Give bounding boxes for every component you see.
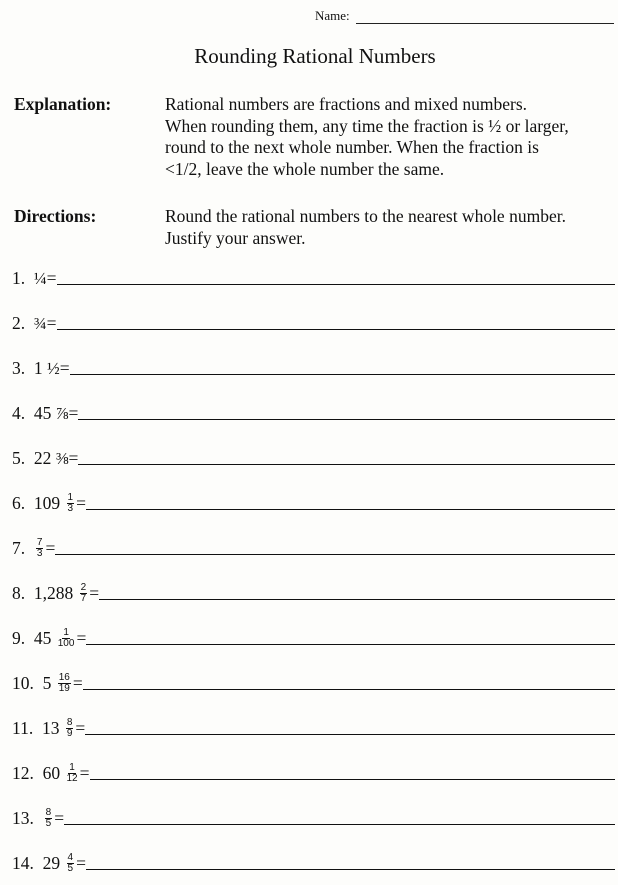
problem-row [12, 400, 615, 424]
problem-number: 12. [12, 763, 34, 783]
explanation-label: Explanation: [14, 94, 112, 114]
problem-expression [42, 718, 85, 739]
page-title: Rounding Rational Numbers [194, 44, 436, 68]
whole-number: 109 [33, 493, 61, 513]
whole-number: 60 [42, 763, 61, 783]
equals-sign: = [45, 538, 56, 558]
numerator: 8 [66, 717, 73, 728]
problem-number: 5. [12, 448, 26, 468]
problem-row [12, 265, 615, 289]
explanation-line: When rounding them, any time the fraction is ½ or larger, [165, 115, 569, 136]
problem-expression [34, 358, 70, 379]
denominator: 7 [80, 593, 87, 604]
equals-sign: = [76, 493, 86, 513]
answer-line[interactable] [86, 643, 615, 645]
fraction: ⅜ [55, 448, 69, 468]
equals-sign: = [59, 358, 70, 378]
problem-expression [34, 268, 57, 289]
problem-row [12, 850, 615, 874]
directions-text [165, 206, 618, 249]
answer-line[interactable] [70, 373, 615, 375]
fraction: ¼ [33, 268, 47, 288]
fraction [67, 853, 75, 874]
problem-number: 7. [12, 538, 26, 558]
answer-line[interactable] [64, 823, 615, 825]
fraction [66, 718, 74, 739]
answer-line[interactable] [83, 688, 615, 690]
whole-number: 22 [33, 448, 52, 468]
denominator: 9 [66, 728, 73, 739]
problem-number: 6. [12, 493, 26, 513]
problem-row [12, 310, 615, 334]
directions-line: Justify your answer. [165, 227, 306, 248]
problem-number: 13. [12, 808, 34, 828]
equals-sign: = [54, 808, 65, 828]
answer-line[interactable] [57, 283, 616, 285]
problem-row [12, 625, 615, 649]
whole-number: 45 [33, 628, 52, 648]
answer-line[interactable] [57, 328, 616, 330]
problem-row [12, 535, 615, 559]
problem-expression [43, 808, 64, 829]
problem-row [12, 445, 615, 469]
problem-expression [34, 403, 79, 424]
numerator: 1 [63, 627, 69, 638]
problem-number: 10. [12, 673, 34, 693]
numerator: 1 [67, 492, 74, 503]
problem-number: 2. [12, 313, 26, 333]
problem-row [12, 490, 615, 514]
directions-label: Directions: [14, 206, 97, 226]
equals-sign: = [46, 313, 57, 333]
numerator: 8 [45, 807, 52, 818]
problem-number: 14. [12, 853, 34, 873]
problem-number: 3. [12, 358, 26, 378]
numerator: 16 [58, 672, 70, 683]
equals-sign: = [46, 268, 57, 288]
answer-line[interactable] [86, 508, 615, 510]
problem-row [12, 715, 615, 739]
denominator: 3 [67, 503, 74, 514]
answer-line[interactable] [85, 733, 615, 735]
answer-line[interactable] [86, 868, 615, 870]
equals-sign: = [72, 673, 83, 693]
equals-sign: = [79, 763, 90, 783]
problem-number: 9. [12, 628, 26, 648]
problem-expression [43, 673, 83, 694]
whole-number: 1 [33, 358, 43, 378]
explanation-line: <1/2, leave the whole number the same. [165, 158, 445, 179]
denominator: 19 [58, 683, 70, 694]
equals-sign: = [76, 853, 86, 873]
explanation-line: Rational numbers are fractions and mixed numbers. [165, 94, 528, 114]
fraction: ¾ [33, 313, 47, 333]
denominator: 5 [67, 863, 74, 874]
problem-row [12, 760, 615, 784]
problem-expression [34, 628, 86, 649]
problem-expression [34, 583, 99, 604]
numerator: 1 [69, 762, 75, 773]
fraction [36, 538, 44, 559]
fraction [58, 628, 75, 649]
whole-number: 5 [42, 673, 52, 693]
problem-expression [34, 493, 86, 514]
equals-sign: = [89, 583, 100, 603]
directions-line: Round the rational numbers to the nearest whole number. [165, 206, 566, 226]
problem-number: 4. [12, 403, 26, 423]
answer-line[interactable] [78, 418, 615, 420]
problem-row [12, 670, 615, 694]
answer-line[interactable] [99, 598, 615, 600]
fraction [58, 673, 71, 694]
problem-expression [34, 448, 79, 469]
answer-line[interactable] [90, 778, 616, 780]
fraction: ⅞ [55, 403, 69, 423]
whole-number: 13 [41, 718, 60, 738]
answer-line[interactable] [55, 553, 615, 555]
answer-line[interactable] [78, 463, 615, 465]
problem-expression [34, 313, 57, 334]
name-field[interactable] [315, 8, 614, 24]
problem-row [12, 580, 615, 604]
denominator: 12 [66, 773, 78, 784]
numerator: 4 [67, 852, 74, 863]
denominator: 5 [45, 818, 52, 829]
explanation-line: round to the next whole number. When the fraction is [165, 137, 539, 157]
whole-number: 45 [33, 403, 52, 423]
name-blank-line[interactable] [356, 9, 614, 24]
fraction [67, 493, 75, 514]
problem-expression [43, 763, 90, 784]
equals-sign: = [75, 718, 86, 738]
equals-sign: = [76, 628, 87, 648]
fraction [45, 808, 53, 829]
equals-sign: = [68, 403, 79, 423]
numerator: 2 [80, 582, 87, 593]
fraction [67, 763, 78, 784]
name-label: Name: [315, 8, 350, 23]
numerator: 7 [36, 537, 43, 548]
problem-expression [34, 538, 55, 559]
explanation-text [165, 94, 618, 180]
fraction: ½ [47, 358, 60, 378]
problem-expression [43, 853, 86, 874]
whole-number: 29 [42, 853, 61, 873]
problem-row [12, 805, 615, 829]
problem-row [12, 355, 615, 379]
denominator: 100 [57, 638, 75, 649]
problem-number: 8. [12, 583, 26, 603]
problem-number: 1. [12, 268, 26, 288]
fraction [80, 583, 88, 604]
problem-number: 11. [12, 718, 34, 738]
equals-sign: = [68, 448, 79, 468]
whole-number: 1,288 [33, 583, 74, 603]
denominator: 3 [36, 548, 43, 559]
